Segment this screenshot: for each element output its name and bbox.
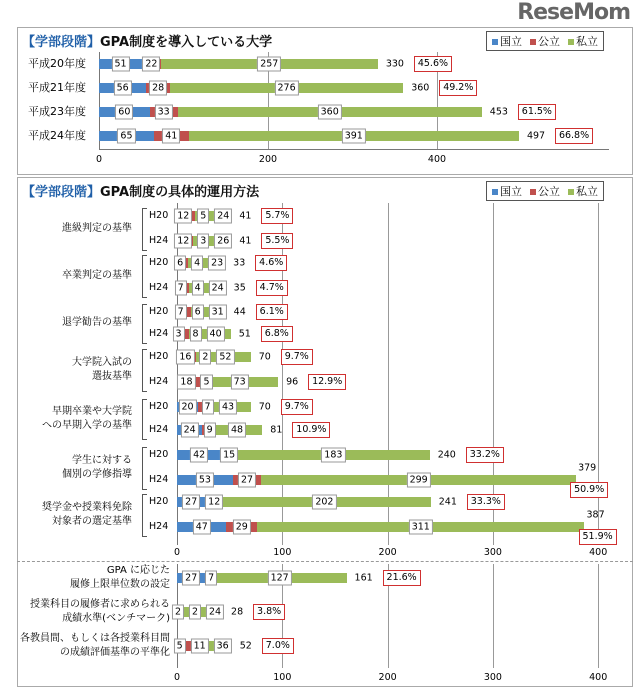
title-text: GPA制度を導入している大学 xyxy=(100,35,273,50)
percent-label: 10.9% xyxy=(292,422,330,438)
percent-label: 33.2% xyxy=(466,447,504,463)
title-text: GPA制度の具体的運用方法 xyxy=(100,185,260,200)
chart-title-adoption xyxy=(22,31,272,50)
total-label: 379 xyxy=(578,462,597,474)
total-label: 330 xyxy=(385,58,404,70)
data-label: 3 xyxy=(173,327,185,342)
percent-label: 33.3% xyxy=(467,494,505,510)
year-label: H20 xyxy=(149,210,169,221)
total-label: 51 xyxy=(238,328,251,340)
data-label: 53 xyxy=(196,473,214,488)
year-label: H20 xyxy=(149,401,169,412)
data-label: 12 xyxy=(174,209,192,224)
x-tick-label: 200 xyxy=(378,547,397,558)
data-label: 73 xyxy=(231,375,249,390)
data-label: 5 xyxy=(174,639,186,654)
percent-label: 12.9% xyxy=(308,374,346,390)
title-prefix: 【学部段階】 xyxy=(22,35,101,50)
category-label: 進級判定の基準 xyxy=(62,222,132,234)
chart-title-usage xyxy=(22,181,259,200)
data-label: 27 xyxy=(182,495,200,510)
group-bracket xyxy=(142,494,147,537)
data-label: 299 xyxy=(407,473,431,488)
x-tick-label: 300 xyxy=(483,547,502,558)
total-label: 81 xyxy=(270,424,283,436)
data-label: 60 xyxy=(115,105,133,120)
category-label: 卒業判定の基準 xyxy=(62,269,132,281)
x-tick-label: 100 xyxy=(273,672,292,683)
legend-swatch xyxy=(492,39,498,45)
watermark-logo: ReseMom xyxy=(517,0,630,25)
data-label: 202 xyxy=(312,495,336,510)
category-label: 平成21年度 xyxy=(28,81,86,94)
total-label: 241 xyxy=(438,496,457,508)
data-label: 28 xyxy=(149,81,167,96)
data-label: 5 xyxy=(197,209,209,224)
data-label: 43 xyxy=(219,400,237,415)
x-axis-line xyxy=(99,149,609,150)
data-label: 391 xyxy=(342,129,366,144)
x-tick-label: 400 xyxy=(589,672,608,683)
data-label: 56 xyxy=(114,81,132,96)
data-label: 2 xyxy=(172,605,184,620)
data-label: 47 xyxy=(193,520,211,535)
data-label: 4 xyxy=(192,281,204,296)
data-label: 20 xyxy=(178,400,196,415)
year-label: H20 xyxy=(149,496,169,507)
legend xyxy=(486,181,604,201)
data-label: 15 xyxy=(220,448,238,463)
percent-label: 6.1% xyxy=(256,304,288,320)
percent-label: 49.2% xyxy=(439,80,477,96)
year-label: H24 xyxy=(149,235,169,246)
data-label: 26 xyxy=(214,234,232,249)
data-label: 360 xyxy=(318,105,342,120)
total-label: 96 xyxy=(286,376,299,388)
category-label: 学生に対する 個別の学修指導 xyxy=(62,454,132,480)
percent-label: 9.7% xyxy=(281,349,313,365)
total-label: 33 xyxy=(233,257,246,269)
data-label: 42 xyxy=(190,448,208,463)
category-label: 奨学金や授業料免除 対象者の選定基準 xyxy=(42,501,132,527)
year-label: H24 xyxy=(149,376,169,387)
year-label: H24 xyxy=(149,424,169,435)
data-label: 311 xyxy=(409,520,433,535)
legend-swatch xyxy=(530,39,536,45)
percent-label: 66.8% xyxy=(555,128,593,144)
data-label: 5 xyxy=(200,375,212,390)
legend-swatch xyxy=(568,39,574,45)
percent-label: 4.7% xyxy=(256,280,288,296)
legend xyxy=(486,31,604,51)
total-label: 35 xyxy=(233,282,246,294)
legend-item: 公立 xyxy=(530,33,560,49)
gridline xyxy=(493,564,494,668)
category-label: 各教員間、もしくは各授業科目間 の成績評価基準の平準化 xyxy=(20,633,170,658)
data-label: 65 xyxy=(117,129,135,144)
x-tick-label: 0 xyxy=(95,154,103,165)
group-bracket xyxy=(142,255,147,298)
data-label: 27 xyxy=(182,571,200,586)
percent-label: 45.6% xyxy=(414,56,452,72)
data-label: 9 xyxy=(204,423,216,438)
total-label: 360 xyxy=(411,82,430,94)
data-label: 51 xyxy=(112,57,130,72)
data-label: 2 xyxy=(189,605,201,620)
legend-item: 国立 xyxy=(492,33,522,49)
percent-label: 4.6% xyxy=(255,255,287,271)
category-label: 授業科目の履修者に求められる 成績水準(ベンチマーク) xyxy=(30,599,170,624)
x-tick-label: 200 xyxy=(258,154,278,165)
percent-label: 3.8% xyxy=(253,604,285,620)
total-label: 387 xyxy=(586,509,605,521)
legend-item: 私立 xyxy=(568,33,598,49)
total-label: 497 xyxy=(526,130,546,142)
data-label: 36 xyxy=(214,639,232,654)
category-label: 大学院入試の 選抜基準 xyxy=(72,356,132,382)
data-label: 27 xyxy=(238,473,256,488)
category-label: 退学勧告の基準 xyxy=(62,317,132,328)
group-bracket xyxy=(142,447,147,490)
section-divider xyxy=(17,561,633,562)
group-bracket xyxy=(142,304,147,344)
year-label: H24 xyxy=(149,521,169,532)
gridline xyxy=(598,564,599,668)
data-label: 7 xyxy=(175,281,187,296)
data-label: 276 xyxy=(275,81,299,96)
data-label: 24 xyxy=(214,209,232,224)
data-label: 24 xyxy=(181,423,199,438)
total-label: 453 xyxy=(489,106,508,118)
x-tick-label: 200 xyxy=(378,672,397,683)
total-label: 41 xyxy=(239,235,252,247)
legend-swatch xyxy=(530,189,536,195)
x-tick-label: 100 xyxy=(273,547,292,558)
data-label: 8 xyxy=(190,327,202,342)
year-label: H20 xyxy=(149,257,169,268)
legend-item: 国立 xyxy=(492,183,522,199)
legend-item: 公立 xyxy=(530,183,560,199)
data-label: 183 xyxy=(321,448,345,463)
year-label: H24 xyxy=(149,474,169,485)
total-label: 70 xyxy=(258,351,271,363)
total-label: 41 xyxy=(239,210,252,222)
data-label: 48 xyxy=(228,423,246,438)
x-tick-label: 0 xyxy=(173,547,181,558)
percent-label: 5.5% xyxy=(261,233,293,249)
category-label: 平成20年度 xyxy=(28,57,86,70)
year-label: H20 xyxy=(149,306,169,317)
data-label: 24 xyxy=(206,605,224,620)
data-label: 24 xyxy=(209,281,227,296)
gridline xyxy=(388,203,389,545)
data-label: 18 xyxy=(177,375,195,390)
data-label: 7 xyxy=(175,305,187,320)
group-bracket xyxy=(142,208,147,251)
total-label: 240 xyxy=(437,449,456,461)
percent-label: 5.7% xyxy=(261,208,293,224)
year-label: H20 xyxy=(149,351,169,362)
group-bracket xyxy=(142,349,147,392)
x-tick-label: 400 xyxy=(427,154,447,165)
data-label: 4 xyxy=(191,256,203,271)
data-label: 257 xyxy=(257,57,281,72)
legend-swatch xyxy=(568,189,574,195)
x-tick-label: 400 xyxy=(589,547,608,558)
percent-label: 50.9% xyxy=(570,482,608,498)
data-label: 6 xyxy=(174,256,186,271)
year-label: H20 xyxy=(149,449,169,460)
data-label: 41 xyxy=(162,129,180,144)
data-label: 23 xyxy=(208,256,226,271)
data-label: 22 xyxy=(142,57,160,72)
percent-label: 6.8% xyxy=(261,326,293,342)
data-label: 12 xyxy=(174,234,192,249)
legend-item: 私立 xyxy=(568,183,598,199)
data-label: 29 xyxy=(233,520,251,535)
total-label: 70 xyxy=(258,401,271,413)
data-label: 3 xyxy=(197,234,209,249)
data-label: 7 xyxy=(205,571,217,586)
data-label: 52 xyxy=(216,350,234,365)
data-label: 16 xyxy=(176,350,194,365)
year-label: H24 xyxy=(149,282,169,293)
data-label: 11 xyxy=(191,639,209,654)
percent-label: 61.5% xyxy=(518,104,556,120)
data-label: 33 xyxy=(155,105,173,120)
data-label: 127 xyxy=(268,571,292,586)
percent-label: 7.0% xyxy=(262,638,294,654)
total-label: 28 xyxy=(231,606,244,618)
legend-swatch xyxy=(492,189,498,195)
data-label: 40 xyxy=(207,327,225,342)
category-label: GPA に応じた 履修上限単位数の設定 xyxy=(70,565,170,590)
x-tick-label: 0 xyxy=(173,672,181,683)
title-prefix: 【学部段階】 xyxy=(22,185,101,200)
percent-label: 9.7% xyxy=(281,399,313,415)
percent-label: 21.6% xyxy=(383,570,421,586)
category-label: 平成24年度 xyxy=(28,129,86,142)
data-label: 12 xyxy=(205,495,223,510)
data-label: 2 xyxy=(199,350,211,365)
total-label: 44 xyxy=(233,306,246,318)
category-label: 早期卒業や大学院 への早期入学の基準 xyxy=(42,405,132,431)
year-label: H24 xyxy=(149,328,169,339)
data-label: 7 xyxy=(201,400,213,415)
data-label: 6 xyxy=(192,305,204,320)
category-label: 平成23年度 xyxy=(28,105,86,118)
percent-label: 51.9% xyxy=(579,529,617,545)
group-bracket xyxy=(142,399,147,440)
data-label: 31 xyxy=(209,305,227,320)
total-label: 52 xyxy=(239,640,252,652)
total-label: 161 xyxy=(354,572,373,584)
x-tick-label: 300 xyxy=(483,672,502,683)
